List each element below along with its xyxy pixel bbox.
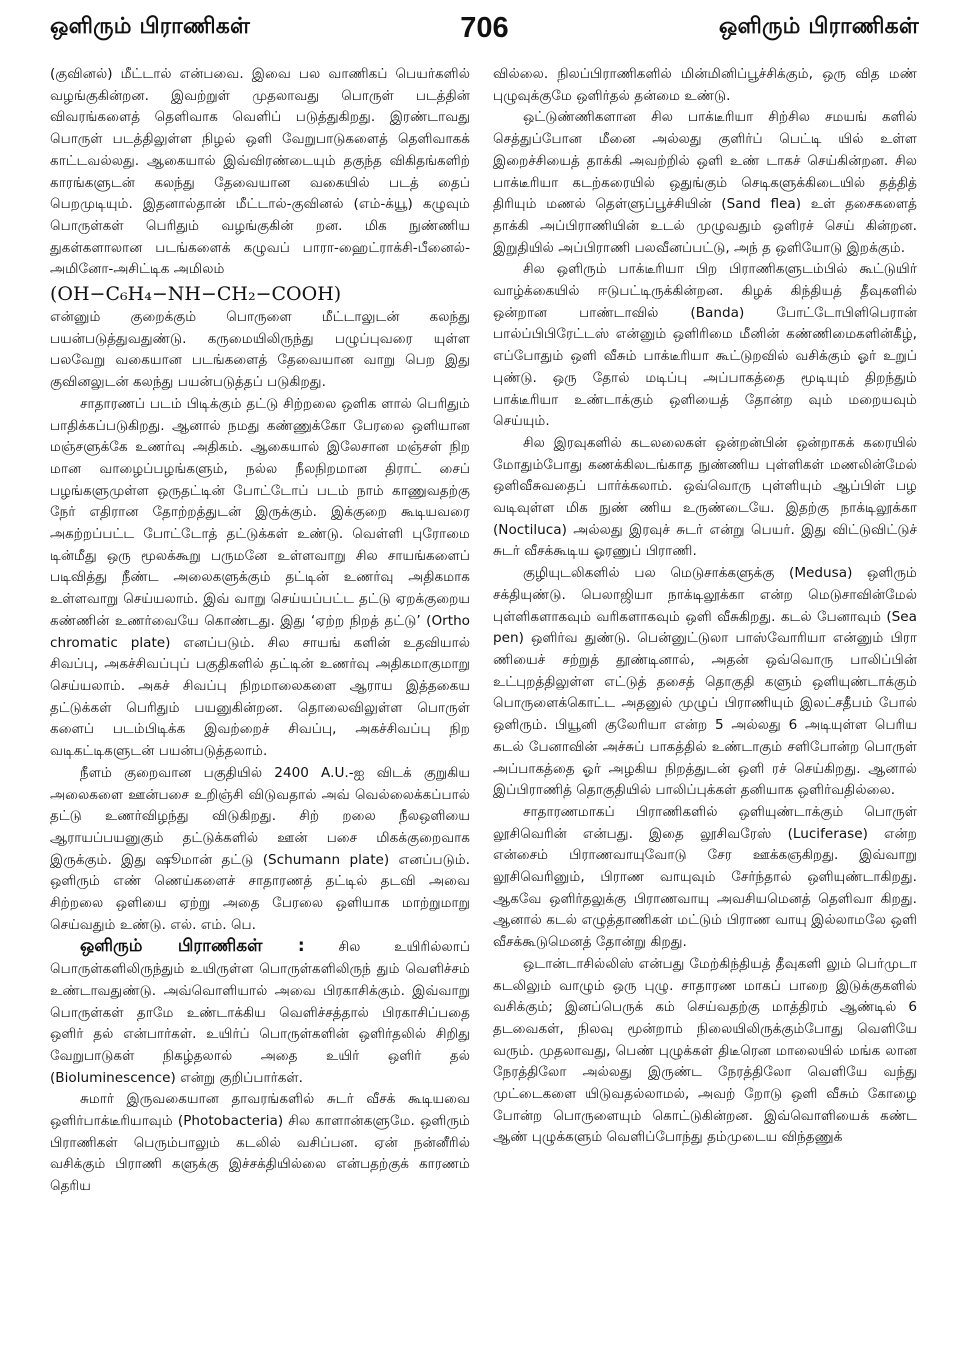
section-paragraph (50, 936, 470, 1089)
paragraph-text: சில உயிரில்லாப் பொருள்களிலிருந்தும் உயிருள்ள பொருள்களிலிருந் தும் வெளிச்சம் உண்டாவதுண்டு. அவ்வொளியால் அவை பிரகாசிக்கும். இவ்வாறு பொருள்கள் தாமே உண்டாக்கிய வெளிச்சத்தால் பிரகாசிப்பதை ஒளிர் தல் என்பார்கள். உயிர்ப் பொருள்களின் ஒளிர்தலில் சிறிது வேறுபாடுகள் நிகழ்தலால் அதை உயிர் ஒளிர் தல் (Bioluminescence) என்று குறிப்பார்கள். (50, 939, 470, 1086)
page-header (50, 8, 919, 48)
running-title-right: ஒளிரும் பிராணிகள் (718, 14, 919, 39)
paragraph: சாதாரணமாகப் பிராணிகளில் ஒளியுண்டாக்கும் பொருள் லூசிவெரின் என்பது. இதை லூசிவரேஸ் (Luciferase) என்ற என்சைம் பிராணவாயுவோடு சேர ஊக்கஞகிறது. இவ்வாறு லூசிவெரினும், பிராண வாயுவும் சேர்ந்தால் ஒளியுண்டாகிறது. ஆகவே ஒளிர்தலுக்கு பிராணவாயு அவசியமெனத் தெளிவா கிறது. ஆனால் கடல் எழுத்தாணிகள் மட்டும் பிராண வாயு இல்லாமலே ஒளி வீசக்கூடுமெனத் தோன்று கிறது. (493, 803, 917, 951)
paragraph-text: (குவினல்) மீட்டால் என்பவை. இவை பல வாணிகப் பெயர்களில் வழங்குகின்றன. இவற்றுள் முதலாவது பொருள் படத்தின் விவரங்களைத் தெளிவாக வெளிப் படுத்துகிறது. இரண்டாவது பொருள் படத்திலுள்ள நிழல் ஒளி வேறுபாடுகளைத் தெளிவாகக் காட்டவல்லது. ஆகையால் இவ்விரண்டையும் தகுந்த விகிதங்களிற் காரங்களுடன் கலந்து தேவையான வகையில் படத் தைப் பெறமுடியும். இதனால்தான் மீட்டால்-குவினல் (எம்-க்யூ) கழுவும் பொருள்கள் பெரிதும் வழங்குகின் றன. மிக நுண்ணிய துகள்களாலான படங்களைக் கழுவப் பாரா-ஹைட்ராக்சி-பீனைல்-அமினோ-அசிட்டிக அமிலம் (50, 66, 470, 278)
paragraph: வில்லை. நிலப்பிராணிகளில் மின்மினிப்பூச்சிக்கும், ஒரு வித மண் புழுவுக்குமே ஒளிர்தல் தன்மை உண்டு. (493, 66, 917, 104)
page-number: 706 (460, 11, 509, 44)
paragraph: ஒடான்டாசில்லிஸ் என்பது மேற்கிந்தியத் தீவுகளி லும் பெர்முடா கடலிலும் வாழும் ஒரு புழு. சாதாரண மாகப் பாறை இடுக்குகளில் வசிக்கும்; இனப்பெருக் கம் செய்வதற்கு மாத்திரம் ஆண்டில் 6 தடவைகள், நிலவு மூன்றாம் நிலையிலிருக்கும்போது வெளியே வரும். முதலாவது, பெண் புழுக்கள் திடீரென மாலையில் மங்க லான நேரத்திலோ அல்லது இருண்ட நேரத்திலோ வெளியே வந்து முட்டைகளை யிடுவதல்லாமல், அவற் றோடு ஒளி வீசும் கோழை போன்ற பொருளையும் கொட்டுகின்றன. இவ்வொளியைக் கண்ட ஆண் புழுக்களும் வெளிப்போந்து தம்முடைய விந்தணுக் (493, 955, 917, 1146)
paragraph: சுமார் இருவகையான தாவரங்களில் சுடர் வீசக் கூடியவை ஒளிர்பாக்டீரியாவும் (Photobacteria) சில காளான்களுமே. ஒளிரும் பிராணிகள் பெரும்பாலும் கடலில் வசிப்பன. ஏன் நன்னீரில் வசிக்கும் பிராணி களுக்கு இச்சக்தியில்லை என்பதற்குக் காரணம் தெரிய (50, 1091, 470, 1195)
chemical-formula: (OH−C₆H₄−NH−CH₂−COOH) (50, 283, 342, 306)
paragraph: சாதாரணப் படம் பிடிக்கும் தட்டு சிற்றலை ஒளிக ளால் பெரிதும் பாதிக்கப்படுகிறது. ஆனால் நமது கண்ணுக்கோ பேரலை ஒளியான மஞ்சளுக்கே உணர்வு அதிகம். ஆகையால் இலேசான மஞ்சள் நிற மான வாழைப்பழங்களும், நல்ல நீலநிறமான திராட் சைப் பழங்களுமுள்ள ஒருதட்டின் போட்டோப் படம் நாம் காணுவதற்கு நேர் எதிரான தோற்றத்துடன் இருக்கும். இக்குறை கூடியவரை அகற்றப்பட்ட போட்டோத் தட்டுக்கள் உண்டு. வெள்ளி புரோமை டின்மீது ஒரு மூலக்கூறு பருமனே உள்ளவாறு சில சாயங்களைப் படிவித்து நீண்ட அலைகளுக்கும் தட்டின் உணர்வு அதிகமாக உள்ளவாறு செய்யலாம். இவ் வாறு செய்யப்பட்ட தட்டு ஏறக்குறைய கண்ணின் உணர்வையே கொண்டது. இது ‘ஏற்ற நிறத் தட்டு’ (Ortho chromatic plate) எனப்படும். சில சாயங் களின் உதவியால் சிவப்பு, அகச்சிவப்புப் பகுதிகளில் தட்டின் உணர்வு அதிகமாகுமாறு செய்யலாம். அகச் சிவப்பு நிறமாலைகளை ஆராய இத்தகைய தட்டுக்கள் பெரிதும் பயனுகின்றன. தொலைவிலுள்ள பொருள் களைப் படம்பிடிக்க இவற்றைச் சிவப்பு, அகச்சிவப்பு நிற வடிகட்டிகளுடன் பயன்படுத்தலாம். (50, 395, 470, 760)
paragraph: சில ஒளிரும் பாக்டீரியா பிற பிராணிகளுடம்பில் கூட்டுயிர் வாழ்க்கையில் ஈடுபட்டிருக்கின்றன. கிழக் கிந்தியத் தீவுகளில் ஒன்றான பாண்டாவில் (Banda) போட்டோபிளிபெரான் பால்ப்பிபிரேட்டஸ் என்னும் ஒளிரிமை மீனின் கண்ணிமைகளின்கீழ், எப்போதும் ஒளி வீசும் பாக்டீரியா கூட்டுறவில் வசிக்கும் ஓர் உறுப் புண்டு. ஒரு தோல் மடிப்பு அப்பாகத்தை மூடியும் திறந்தும் பாக்டீரியா உண்டாக்கும் ஒளியைத் தோன்ற வும் மறையவும் செய்யும். (493, 261, 917, 430)
section-heading: ஒளிரும் பிராணிகள் : (80, 936, 305, 957)
right-column (493, 64, 917, 1354)
left-column (50, 64, 470, 1354)
paragraph-text: என்னும் குறைக்கும் பொருளை மீட்டாலுடன் கலந்து பயன்படுத்துவதுண்டு. கருமையிலிருந்து பழுப்புவரை யுள்ள பலவேறு வகையான படங்களைத் தேவையான வாறு பெற இது குவினலுடன் கலந்து பயன்படுத்தப் படுகிறது. (50, 309, 470, 391)
paragraph (50, 64, 470, 394)
running-title-left: ஒளிரும் பிராணிகள் (50, 14, 251, 39)
paragraph: சில இரவுகளில் கடலலைகள் ஒன்றன்பின் ஒன்றாகக் கரையில் மோதும்போது கணக்கிலடங்காத நுண்ணிய புள்ளிகள் மணலின்மேல் ஒளிவீசுவதைப் பார்க்கலாம். ஒவ்வொரு புள்ளியும் ஆப்பிள் பழ வடிவுள்ள மிக நுண் ணிய உருண்டையே. இதற்கு நாக்டிலூக்கா (Noctiluca) அல்லது இரவுச் சுடர் என்று பெயர். இது விட்டுவிட்டுச் சுடர் வீசக்கூடிய ஓரணுப் பிராணி. (493, 434, 917, 560)
paragraph: குழியுடலிகளில் பல மெடுசாக்களுக்கு (Medusa) ஒளிரும் சக்தியுண்டு. பெலாஜியா நாக்டிலூக்கா என்ற மெடுசாவின்மேல் புள்ளிகளாகவும் வரிகளாகவும் ஒளி வீசுகிறது. கடல் பேனாவும் (Sea pen) ஒளிர்வ துண்டு. பென்னுட்டுலா பாஸ்வோரியா என்னும் பிரா ணியைச் சற்றுத் தூண்டினால், அதன் ஒவ்வொரு பாலிப்பின் உட்புறத்திலுள்ள எட்டுத் தசைத் தொகுதி களும் ஒளியுண்டாக்கும் பொருளைக்கொட்ட அதனுல் முழுப் பிராணியும் இலட்சதீபம் போல் ஒளிரும். பியூனி குலேரியா என்ற 5 அல்லது 6 அடியுள்ள பெரிய கடல் பேனாவின் அச்சுப் பாகத்தில் உண்டாகும் சளிபோன்ற பொருள் அப்பாகத்தை ஓர் அழகிய நிறத்துடன் ஒளி ரச் செய்கிறது. ஆனால் இப்பிராணித் தொகுதியில் பாலிப்புக்கள் தனியாக ஒளிர்வதில்லை. (493, 565, 917, 799)
paragraph: நீளம் குறைவான பகுதியில் 2400 A.U.-ஐ விடக் குறுகிய அலைகளை ஊன்பசை உறிஞ்சி விடுவதால் அவ் வெல்லைக்கப்பால் தட்டு உணர்விழந்து விடுகிறது. சிற் றலை நீலஒளியை ஆராயப்பயனுகும் தட்டுக்களில் ஊன் பசை மிகக்குறைவாக இருக்கும். இது ஷூமான் தட்டு (Schumann plate) எனப்படும். ஒளிரும் எண் ணெய்களைச் சாதாரணத் தட்டில் தடவி அவை சிற்றலை ஒளியை ஏற்று அதை பேரலை ஒளியாக மாற்றுமாறு செய்வதும் உண்டு. எல். எம். பெ. (50, 764, 470, 933)
paragraph: ஒட்டுண்ணிகளான சில பாக்டீரியா சிற்சில சமயங் களில் செத்துப்போன மீனை அல்லது குளிர்ப் பெட்டி யில் உள்ள இறைச்சியைத் தாக்கி அவற்றில் ஒளி உண் டாகச் செய்கின்றன. சில பாக்டீரியா கடற்கரையில் ஒதுங்கும் செடிகளுக்கிடையில் தத்தித் திரியும் மணல் தெள்ளுப்பூச்சியின் (Sand flea) உள் தசைகளைத் தாக்கி அப்பிராணியின் உடல் முழுவதும் ஒளிரச் செய் கின்றன. இறுதியில் அப்பிராணி பலவீனப்பட்டு, அந் த ஒளியோடு இறக்கும். (493, 109, 917, 256)
